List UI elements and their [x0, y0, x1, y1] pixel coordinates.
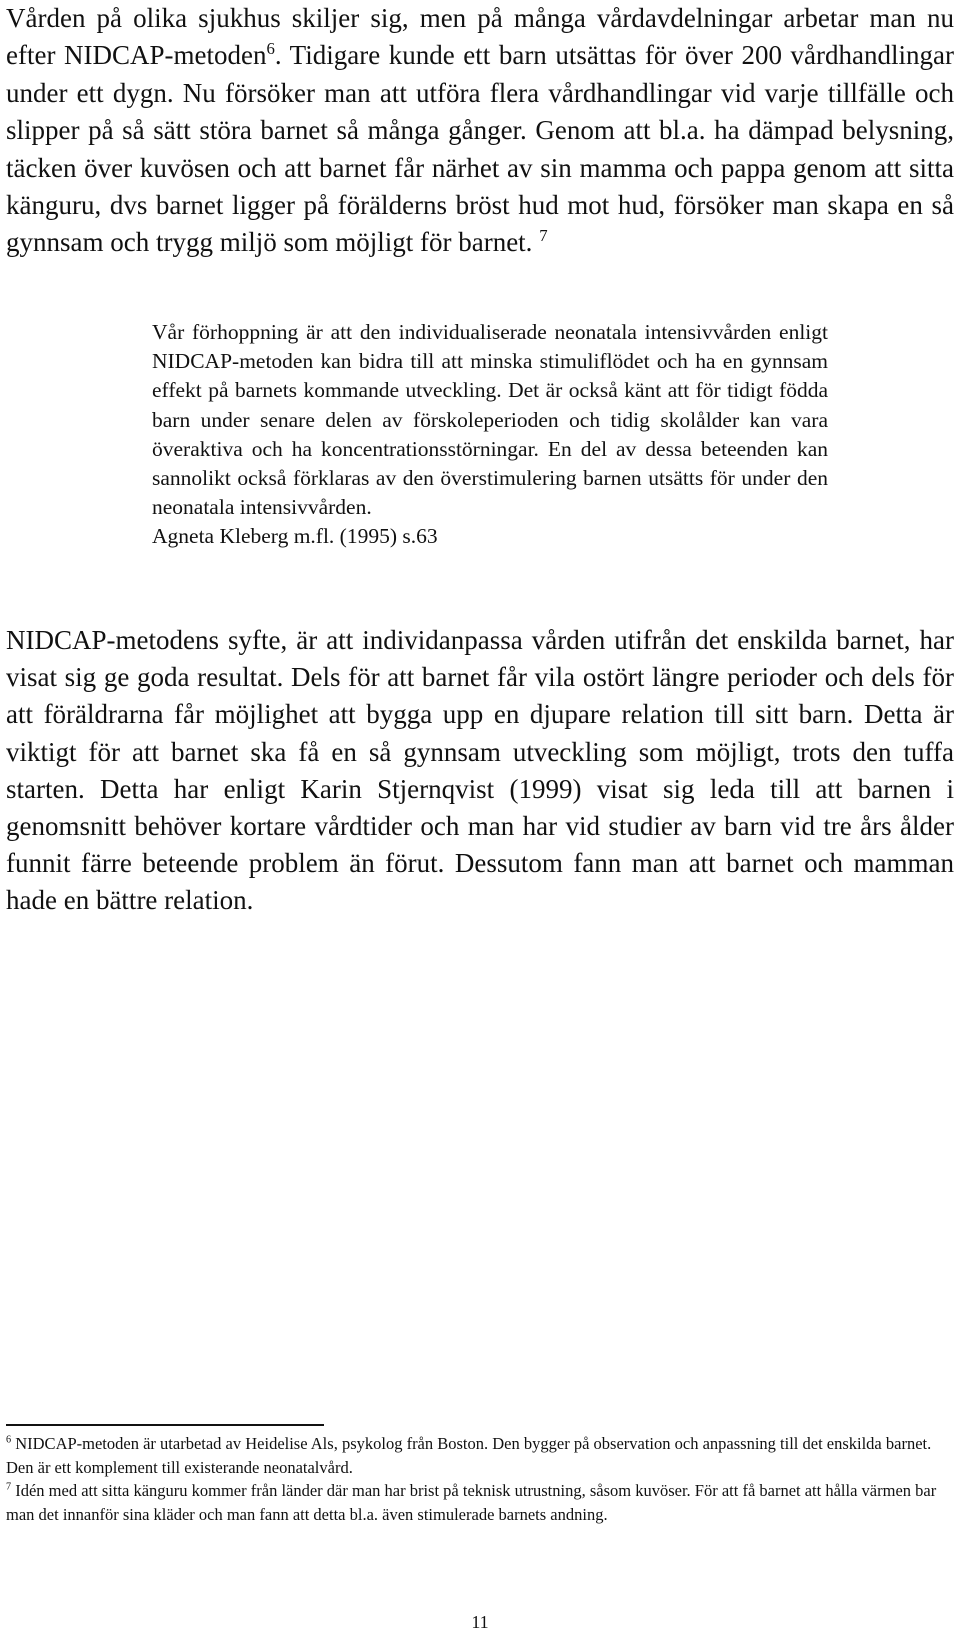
- body-paragraph-2: NIDCAP-metodens syfte, är att individanpassa vården utifrån det enskilda barnet, har visat sig ge goda resultat. Dels för att barnet får vila ostört längre perioder och dels för att föräldrarna får möjlighet att bygga upp en djupare relation till sitt barn. Detta är viktigt för att barnet ska få en så gynnsam utveckling som möjligt, trots den tuffa starten. Detta har enligt Karin Stjernqvist (1999) visat sig leda till att barnen i genomsnitt behöver kortare vårdtider och man har vid studier av barn vid tre års ålder funnit färre beteende problem än förut. Dessutom fann man att barnet och mamman hade en bättre relation.: [6, 625, 954, 916]
- footnote-ref-6[interactable]: 6: [266, 39, 275, 59]
- footnote-ref-7[interactable]: 7: [539, 226, 548, 246]
- quote-text: Vår förhoppning är att den individualiserade neonatala intensivvården enligt NIDCAP-metoden kan bidra till att minska stimuliflödet och ha en gynnsam effekt på barnets kommande utveckling. Det är också känt att för tidigt födda barn under senare delen av förskoleperioden och tidig skolålder kan vara överaktiva och ha koncentrationsstörningar. En del av dessa beteenden kan sannolikt också förklaras av den överstimulering barnen utsätts för under den neonatala intensivvården.: [152, 320, 828, 520]
- quote-citation: Agneta Kleberg m.fl. (1995) s.63: [152, 524, 438, 549]
- footnote-6: [6, 1432, 954, 1479]
- footnotes: [6, 1432, 954, 1526]
- footnote-divider: [6, 1424, 324, 1426]
- footnote-number: 6: [6, 1434, 12, 1446]
- footnote-text: NIDCAP-metoden är utarbetad av Heidelise Als, psykolog från Boston. Den bygger på observation och anpassning till det enskilda barnet. Den är ett komplement till existerande neonatalvård.: [6, 1434, 932, 1477]
- page-number: 11: [471, 1612, 489, 1632]
- footnote-number: 7: [6, 1481, 12, 1493]
- block-quote: [152, 318, 828, 552]
- body-paragraph-1: [6, 0, 954, 262]
- paragraph-text: Vården på olika sjukhus skiljer sig, men på många vårdavdelningar arbetar man nu efter NIDCAP-metoden: [6, 3, 954, 71]
- footnote-7: [6, 1479, 954, 1526]
- paragraph-text: . Tidigare kunde ett barn utsättas för över 200 vårdhandlingar under ett dygn. Nu försöker man att utföra flera vårdhandlingar vid varje tillfälle och slipper på så sätt störa barnet så många gånger. Genom att bl.a. ha dämpad belysning, täcken över kuvösen och att barnet får närhet av sin mamma och pappa genom att sitta känguru, dvs barnet ligger på förälderns bröst hud mot hud, försöker man skapa en så gynnsam och trygg miljö som möjligt för barnet.: [6, 40, 954, 258]
- footnote-text: Idén med att sitta känguru kommer från länder där man har brist på teknisk utrustning, såsom kuvöser. För att få barnet att hålla värmen bar man det innanför sina kläder och man fann att detta bl.a. även stimulerade barnets andning.: [6, 1481, 937, 1524]
